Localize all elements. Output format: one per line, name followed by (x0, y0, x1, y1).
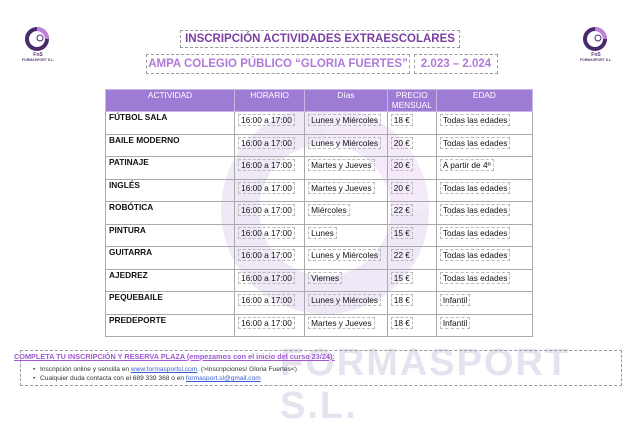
column-header-dias: Días (305, 90, 388, 112)
footer-text: Inscripción online y sencilla en (40, 366, 131, 373)
cell-dias (305, 157, 388, 180)
cell-precio-text: 15 € (391, 227, 413, 239)
cell-edad (436, 157, 532, 180)
cell-dias (305, 202, 388, 225)
cell-precio-text: 22 € (391, 249, 413, 261)
cell-edad (436, 202, 532, 225)
table-header-row (106, 90, 533, 112)
cell-edad-text: Infantil (440, 317, 470, 329)
cell-edad (436, 224, 532, 247)
cell-precio (387, 269, 436, 292)
cell-actividad-text: BAILE MODERNO (109, 134, 180, 145)
bullet-icon: • (33, 375, 36, 382)
cell-actividad (106, 202, 235, 225)
cell-actividad-text: AJEDREZ (109, 269, 148, 280)
cell-dias-text: Lunes (308, 227, 337, 239)
activities-table (105, 89, 533, 337)
cell-edad-text: A partir de 4º (440, 159, 494, 171)
cell-horario-text: 16:00 a 17:00 (238, 114, 295, 126)
cell-horario-text: 16:00 a 17:00 (238, 204, 295, 216)
table-row (106, 247, 533, 270)
cell-horario (235, 314, 305, 337)
cell-dias-text: Martes y Jueves (308, 317, 374, 329)
table-row (106, 269, 533, 292)
cell-horario-text: 16:00 a 17:00 (238, 317, 295, 329)
cell-dias (305, 314, 388, 337)
footer-heading: COMPLETA TU INSCRIPCIÓN Y RESERVA PLAZA (empezamos con el inicio del curso 23/24): (14, 352, 335, 361)
cell-dias (305, 179, 388, 202)
cell-actividad (106, 112, 235, 135)
cell-dias (305, 112, 388, 135)
cell-precio (387, 314, 436, 337)
cell-edad-text: Todas las edades (440, 114, 511, 126)
footer-text: Cualquier duda contacta con el 689 339 368 o en (40, 375, 186, 382)
footer-text: . (>Inscripciones/ Gloria Fuertes<) (197, 366, 297, 373)
cell-actividad-text: PATINAJE (109, 157, 149, 167)
cell-edad (436, 179, 532, 202)
table-row (106, 134, 533, 157)
table-row (106, 224, 533, 247)
cell-precio (387, 157, 436, 180)
cell-dias-text: Martes y Jueves (308, 159, 374, 171)
bullet-icon: • (33, 366, 36, 373)
cell-dias (305, 134, 388, 157)
cell-edad (436, 292, 532, 315)
school-year: 2.023 – 2.024 (414, 54, 498, 74)
cell-actividad-text: FÚTBOL SALA (109, 112, 168, 122)
cell-precio (387, 202, 436, 225)
cell-dias (305, 292, 388, 315)
cell-horario (235, 134, 305, 157)
cell-horario-text: 16:00 a 17:00 (238, 159, 295, 171)
cell-horario (235, 179, 305, 202)
cell-precio (387, 292, 436, 315)
cell-actividad-text: PEQUEBAILE (109, 292, 163, 302)
cell-actividad-text: PREDEPORTE (109, 314, 167, 325)
cell-edad-text: Todas las edades (440, 204, 511, 216)
column-header-edad: EDAD (436, 90, 532, 112)
cell-actividad-text: INGLÉS (109, 179, 140, 190)
cell-actividad (106, 179, 235, 202)
logo-ring-icon (582, 26, 608, 52)
cell-dias-text: Miércoles (308, 204, 350, 216)
column-header-precio: PRECIO MENSUAL (387, 90, 436, 112)
cell-precio-text: 15 € (391, 272, 413, 284)
cell-precio (387, 224, 436, 247)
website-link[interactable]: www.formasportsl.com (130, 366, 198, 373)
cell-actividad (106, 134, 235, 157)
cell-horario (235, 157, 305, 180)
cell-horario (235, 202, 305, 225)
logo-text: FnS FORMASPORT S.L. (579, 52, 613, 62)
cell-dias (305, 247, 388, 270)
page-title: INSCRIPCIÓN ACTIVIDADES EXTRAESCOLARES (180, 30, 460, 48)
cell-precio (387, 134, 436, 157)
cell-precio (387, 179, 436, 202)
cell-edad (436, 247, 532, 270)
cell-edad-text: Todas las edades (440, 227, 511, 239)
table-row (106, 179, 533, 202)
cell-actividad-text: ROBÓTICA (109, 202, 154, 212)
cell-edad-text: Todas las edades (440, 272, 511, 284)
cell-actividad-text: PINTURA (109, 224, 146, 235)
page-subtitle: AMPA COLEGIO PÚBLICO “GLORIA FUERTES” (146, 54, 410, 74)
cell-edad (436, 134, 532, 157)
cell-dias (305, 224, 388, 247)
cell-edad-text: Infantil (440, 294, 470, 306)
cell-dias-text: Martes y Jueves (308, 182, 374, 194)
cell-dias-text: Lunes y Miércoles (308, 114, 381, 126)
cell-horario (235, 292, 305, 315)
table-row (106, 112, 533, 135)
formasport-logo-left (18, 26, 58, 64)
cell-horario-text: 16:00 a 17:00 (238, 272, 295, 284)
cell-precio (387, 112, 436, 135)
cell-precio-text: 18 € (391, 317, 413, 329)
cell-horario-text: 16:00 a 17:00 (238, 182, 295, 194)
column-header-horario: HORARIO (235, 90, 305, 112)
cell-edad (436, 112, 532, 135)
table-row (106, 202, 533, 225)
cell-actividad (106, 292, 235, 315)
cell-actividad (106, 157, 235, 180)
cell-dias-text: Viernes (308, 272, 342, 284)
cell-horario (235, 269, 305, 292)
cell-precio-text: 20 € (391, 137, 413, 149)
cell-actividad (106, 269, 235, 292)
cell-precio-text: 20 € (391, 182, 413, 194)
cell-precio-text: 20 € (391, 159, 413, 171)
email-link[interactable]: formasport.sl@gmail.com (185, 375, 261, 382)
logo-ring-icon (24, 26, 50, 52)
footer-line-online (40, 366, 297, 373)
cell-horario (235, 224, 305, 247)
cell-precio-text: 18 € (391, 114, 413, 126)
cell-horario-text: 16:00 a 17:00 (238, 249, 295, 261)
cell-edad-text: Todas las edades (440, 137, 511, 149)
cell-actividad (106, 224, 235, 247)
cell-actividad (106, 314, 235, 337)
cell-horario (235, 247, 305, 270)
cell-dias-text: Lunes y Miércoles (308, 137, 381, 149)
cell-precio (387, 247, 436, 270)
cell-dias-text: Lunes y Miércoles (308, 294, 381, 306)
footer-line-contact (40, 375, 261, 382)
table-row (106, 314, 533, 337)
cell-horario-text: 16:00 a 17:00 (238, 137, 295, 149)
cell-horario-text: 16:00 a 17:00 (238, 294, 295, 306)
cell-precio-text: 18 € (391, 294, 413, 306)
column-header-actividad: ACTIVIDAD (106, 90, 235, 112)
cell-precio-text: 22 € (391, 204, 413, 216)
cell-edad-text: Todas las edades (440, 249, 511, 261)
cell-horario-text: 16:00 a 17:00 (238, 227, 295, 239)
watermark-text: FORMASPORT S.L. (280, 342, 571, 427)
cell-edad (436, 314, 532, 337)
logo-text: FnS FORMASPORT S.L. (21, 52, 55, 62)
cell-actividad-text: GUITARRA (109, 247, 153, 257)
cell-edad-text: Todas las edades (440, 182, 511, 194)
formasport-logo-right (576, 26, 616, 64)
cell-horario (235, 112, 305, 135)
table-row (106, 292, 533, 315)
cell-actividad (106, 247, 235, 270)
cell-dias (305, 269, 388, 292)
cell-dias-text: Lunes y Miércoles (308, 249, 381, 261)
cell-edad (436, 269, 532, 292)
table-row (106, 157, 533, 180)
